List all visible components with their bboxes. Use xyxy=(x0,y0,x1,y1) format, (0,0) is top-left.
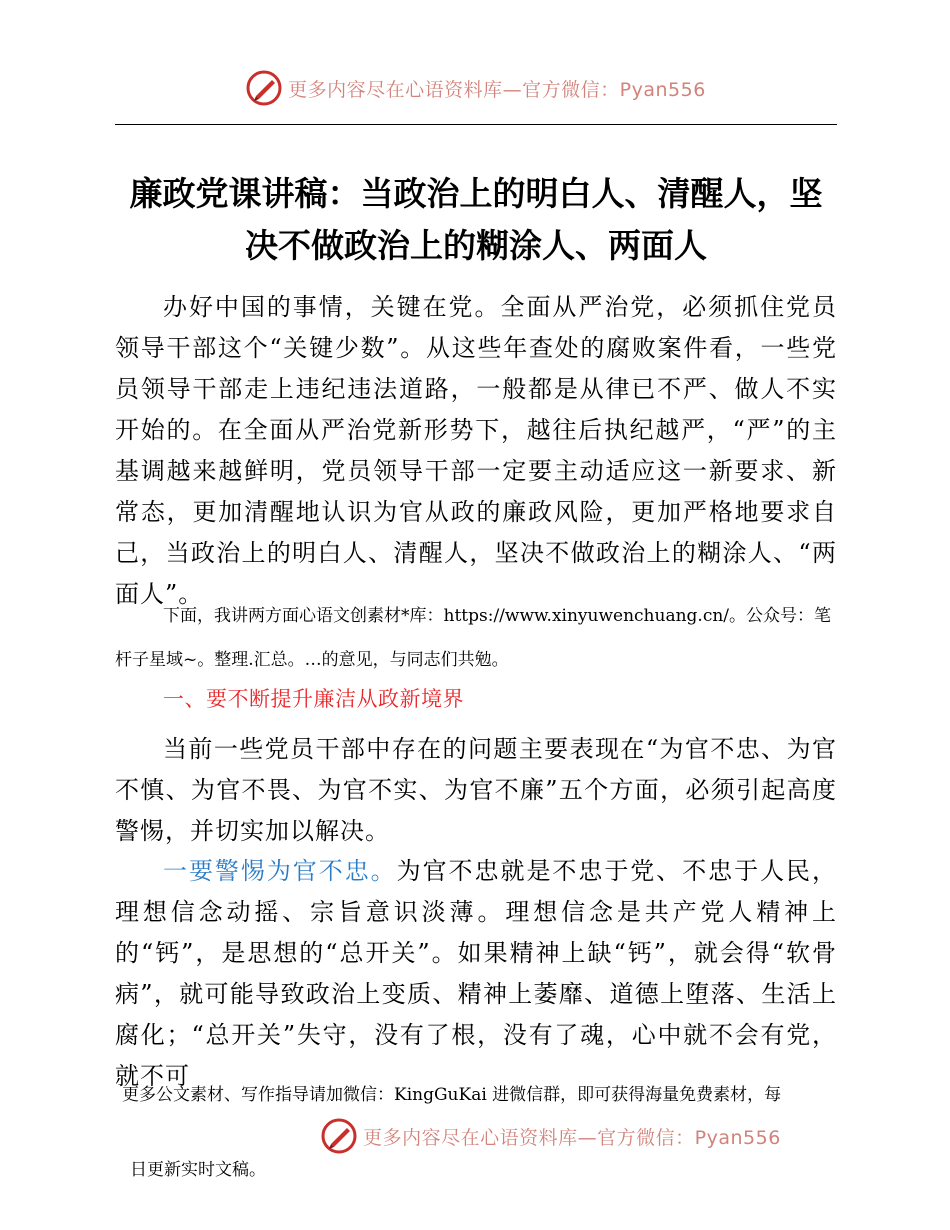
point-paragraph xyxy=(115,851,837,1097)
banner-text: 更多内容尽在心语资料库—官方微信：Pyan556 xyxy=(288,78,706,101)
pen-logo-icon xyxy=(319,1116,359,1156)
document-title: 廉政党课讲稿：当政治上的明白人、清醒人，坚决不做政治上的糊涂人、两面人 xyxy=(129,174,823,265)
section-heading: 一、要不断提升廉洁从政新境界 xyxy=(163,687,464,711)
footer-line-1: 更多公文素材、写作指导请加微信：KingGuKai 进微信群，即可获得海量免费素材，每 xyxy=(122,1085,782,1105)
source-note: 下面，我讲两方面心语文创素材*库：https://www.xinyuwenchuang.cn/。公众号：笔杆子星域~。整理.汇总。…的意见，与同志们共勉。 xyxy=(115,606,832,670)
point-body: 为官不忠就是不忠于党、不忠于人民，理想信念动摇、宗旨意识淡薄。理想信念是共产党人精神上的“钙”，是思想的“总开关”。如果精神上缺“钙”，就会得“软骨病”，就可能导致政治上变质、精神上萎靡、道德上堕落、生活上腐化；“总开关”失守，没有了根，没有了魂，心中就不会有党，就不可 xyxy=(115,857,837,1090)
intro-paragraph: 办好中国的事情，关键在党。全面从严治党，必须抓住党员领导干部这个“关键少数”。从这些年查处的腐败案件看，一些党员领导干部走上违纪违法道路，一般都是从律已不严、做人不实开始的。在全面从严治党新形势下，越往后执纪越严，“严”的主基调越来越鲜明，党员领导干部一定要主动适应这一新要求、新常态，更加清醒地认识为官从政的廉政风险，更加严格地要求自己，当政治上的明白人、清醒人，坚决不做政治上的糊涂人、“两面人”。 xyxy=(115,293,837,608)
footer-line-2: 日更新实时文稿。 xyxy=(130,1160,266,1180)
banner-text: 更多内容尽在心语资料库—官方微信：Pyan556 xyxy=(363,1126,781,1149)
header-rule xyxy=(115,124,837,125)
footer-banner xyxy=(75,1112,950,1160)
section-paragraph: 当前一些党员干部中存在的问题主要表现在“为官不忠、为官不慎、为官不畏、为官不实、为官不廉”五个方面，必须引起高度警惕，并切实加以解决。 xyxy=(115,735,837,845)
header-banner xyxy=(0,64,950,112)
point-lead: 一要警惕为官不忠。 xyxy=(163,857,397,885)
pen-logo-icon xyxy=(244,68,284,108)
